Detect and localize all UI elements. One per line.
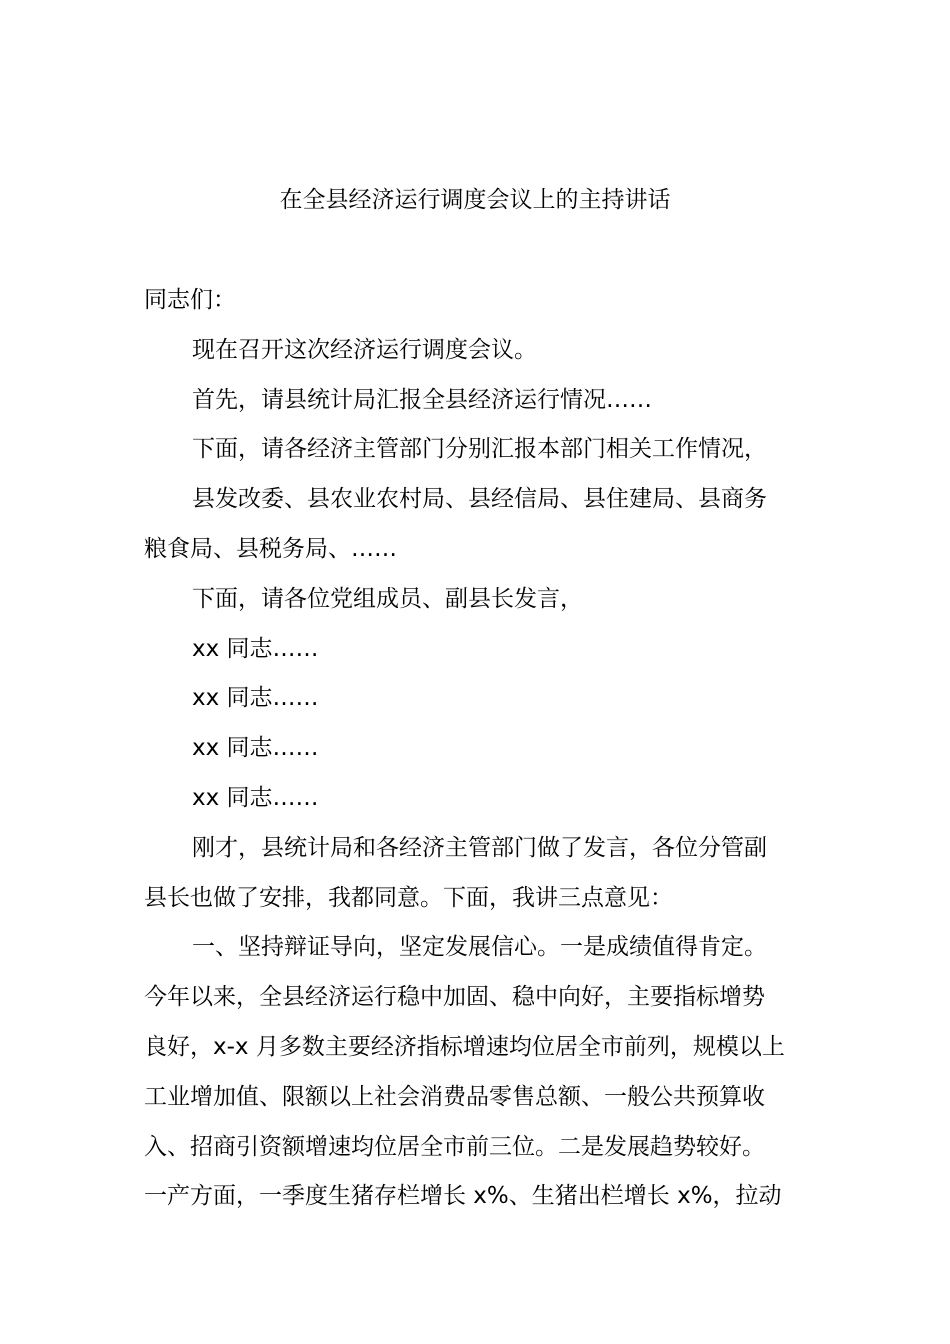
paragraph-line: xx 同志…… — [192, 784, 319, 811]
paragraph-line: 下面，请各经济主管部门分别汇报本部门相关工作情况， — [192, 436, 767, 463]
document-title: 在全县经济运行调度会议上的主持讲话 — [279, 187, 671, 213]
paragraph-line: 刚才，县统计局和各经济主管部门做了发言，各位分管副 — [192, 834, 767, 861]
paragraph-line: xx 同志…… — [192, 635, 319, 662]
paragraph-line: xx 同志…… — [192, 685, 319, 712]
paragraph-line: 县发改委、县农业农村局、县经信局、县住建局、县商务 — [192, 486, 767, 513]
paragraph-line: 首先，请县统计局汇报全县经济运行情况…… — [192, 386, 652, 413]
salutation: 同志们： — [144, 287, 236, 313]
paragraph-line: 县长也做了安排，我都同意。下面，我讲三点意见： — [144, 884, 673, 911]
paragraph-line: 下面，请各位党组成员、副县长发言， — [192, 585, 583, 612]
paragraph-line: 一产方面，一季度生猪存栏增长 x%、生猪出栏增长 x%，拉动 — [144, 1183, 782, 1210]
paragraph-line: 今年以来，全县经济运行稳中加固、稳中向好，主要指标增势 — [144, 984, 765, 1011]
paragraph-line: 入、招商引资额增速均位居全市前三位。二是发展趋势较好。 — [144, 1133, 765, 1160]
paragraph-line: 良好，x-x 月多数主要经济指标增速均位居全市前列，规模以上 — [144, 1033, 785, 1060]
document-body — [144, 276, 808, 1222]
paragraph-line: xx 同志…… — [192, 735, 319, 762]
paragraph-line: 粮食局、县税务局、…… — [144, 535, 397, 562]
paragraph-line: 一、坚持辩证导向，坚定发展信心。一是成绩值得肯定。 — [192, 934, 767, 961]
paragraph-line: 工业增加值、限额以上社会消费品零售总额、一般公共预算收 — [144, 1083, 765, 1110]
paragraph-line: 现在召开这次经济运行调度会议。 — [192, 336, 537, 363]
